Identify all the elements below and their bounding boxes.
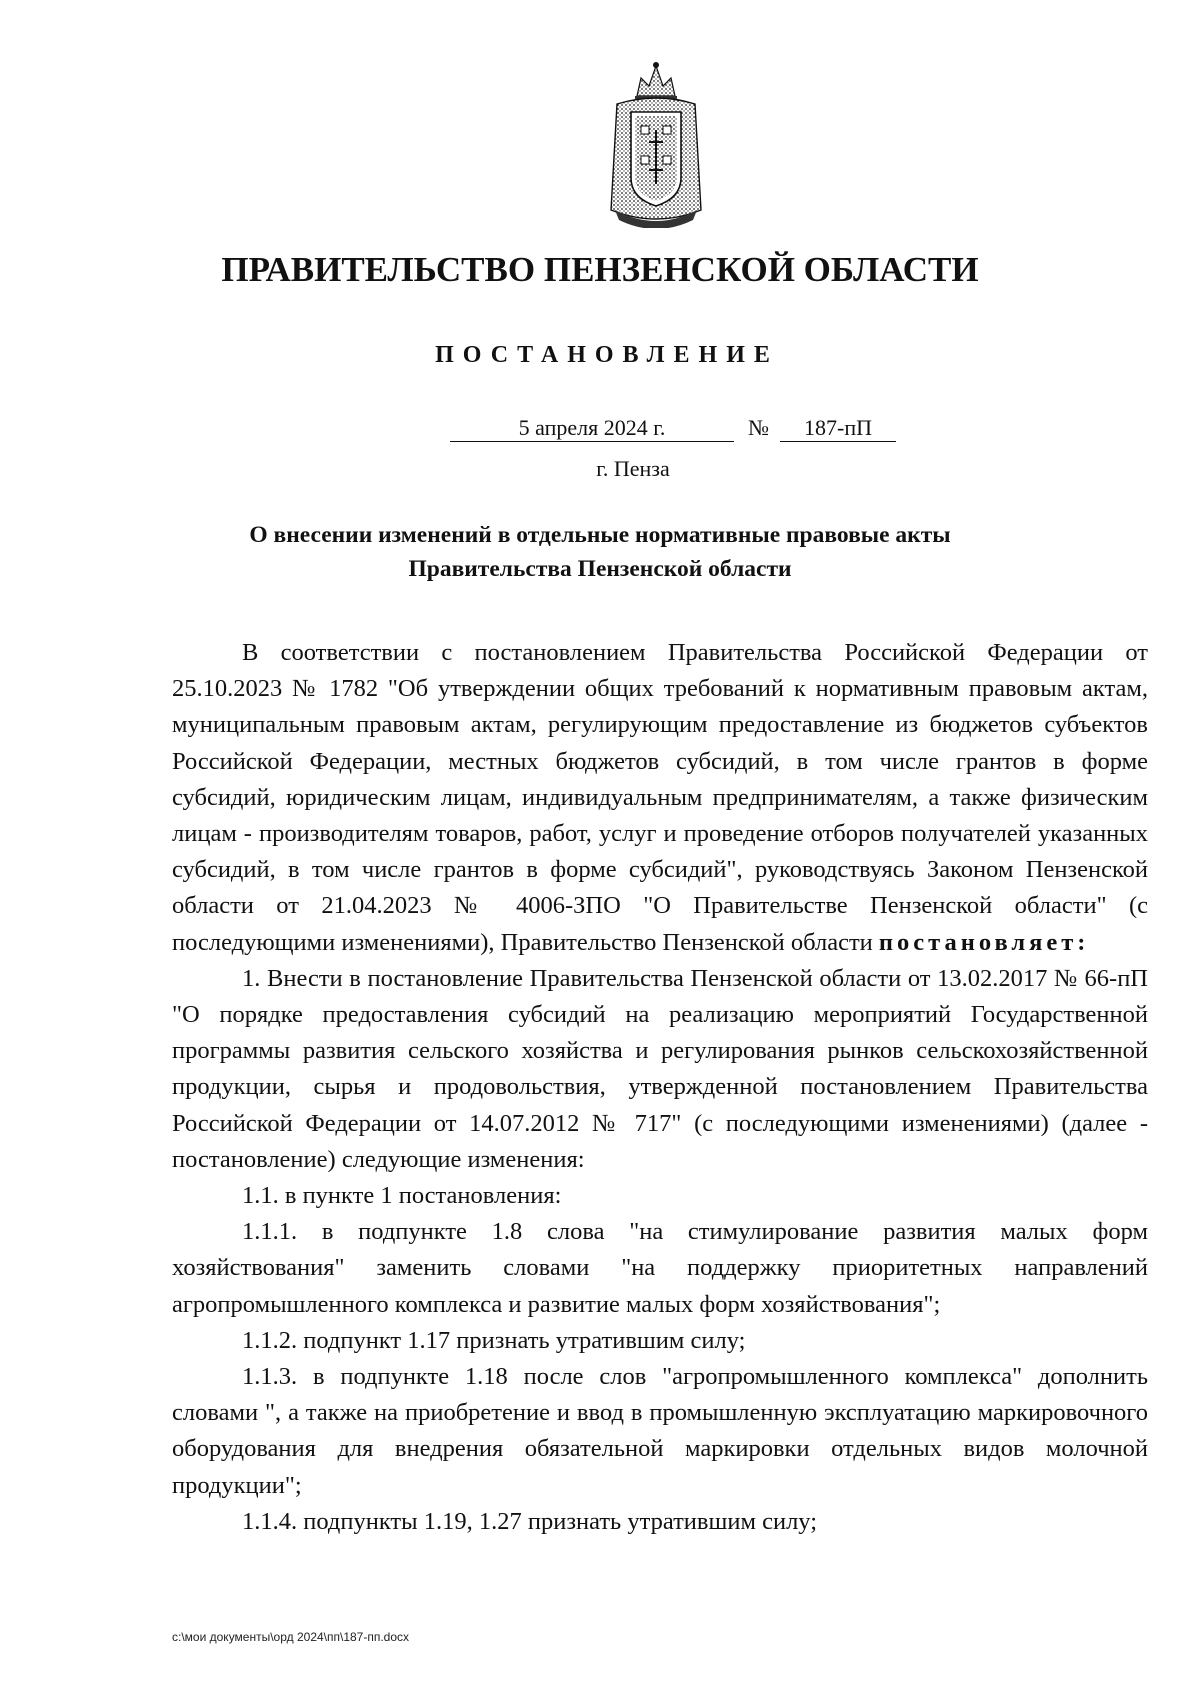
government-title: ПРАВИТЕЛЬСТВО ПЕНЗЕНСКОЙ ОБЛАСТИ <box>221 250 979 289</box>
decree-word: постановляет: <box>878 928 1090 956</box>
coat-of-arms-icon <box>597 60 715 228</box>
item-paragraph: 1.1.2. подпункт 1.17 признать утратившим силу; <box>242 1326 746 1354</box>
item-paragraph: 1.1.3. в подпункте 1.18 после слов "агропромышленного комплекса" дополнить словами ", а также на приобретение и ввод в промышленную эксплуатацию маркировочного оборудования для внедрения обязательной маркировки отдельных видов молочной продукции"; <box>172 1363 1148 1499</box>
subject-line-2: Правительства Пензенской области <box>408 556 792 582</box>
item-paragraph: 1.1.1. в подпункте 1.8 слова "на стимулирование развития малых форм хозяйствования" заменить словами "на поддержку приоритетных направлений агропромышленного комплекса и развитие малых форм хозяйствования"; <box>172 1218 1148 1318</box>
document-body <box>172 635 1148 1540</box>
preamble-text: В соответствии с постановлением Правительства Российской Федерации от 25.10.2023 № 1782 "Об утверждении общих требований к нормативным правовым актам, муниципальным правовым актам, регулирующим предоставление из бюджетов субъектов Российской Федерации, местных бюджетов субсидий, в том числе грантов в форме субсидий, юридическим лицам, индивидуальным предпринимателям, а также физическим лицам - производителям товаров, работ, услуг и проведение отборов получателей указанных субсидий, в том числе грантов в форме субсидий", руководствуясь Законом Пензенской области от 21.04.2023 № 4006-ЗПО "О Правительстве Пензенской области" (с последующими изменениями), Правительство Пензенской области <box>172 639 1148 956</box>
document-subject <box>150 518 1050 586</box>
item-paragraph: 1.1. в пункте 1 постановления: <box>242 1182 562 1210</box>
subject-line-1: О внесении изменений в отдельные нормативные правовые акты <box>249 522 951 548</box>
footer-file-path: c:\мои документы\орд 2024\пп\187-пп.docx <box>172 1630 410 1644</box>
item-paragraph: 1. Внести в постановление Правительства Пензенской области от 13.02.2017 № 66-пП "О порядке предоставления субсидий на реализацию мероприятий Государственной программы развития сельского хозяйства и регулирования рынков сельскохозяйственной продукции, сырья и продовольствия, утвержденной постановлением Правительства Российской Федерации от 14.07.2012 № 717" (с последующими изменениями) (далее - постановление) следующие изменения: <box>172 964 1148 1173</box>
document-type: ПОСТАНОВЛЕНИЕ <box>435 342 779 368</box>
item-paragraph: 1.1.4. подпункты 1.19, 1.27 признать утратившим силу; <box>242 1507 818 1535</box>
document-number: 187-пП <box>780 415 896 442</box>
preamble-paragraph <box>172 635 1148 961</box>
number-sign: № <box>748 415 769 440</box>
document-city: г. Пенза <box>596 456 670 481</box>
document-date: 5 апреля 2024 г. <box>450 415 734 442</box>
